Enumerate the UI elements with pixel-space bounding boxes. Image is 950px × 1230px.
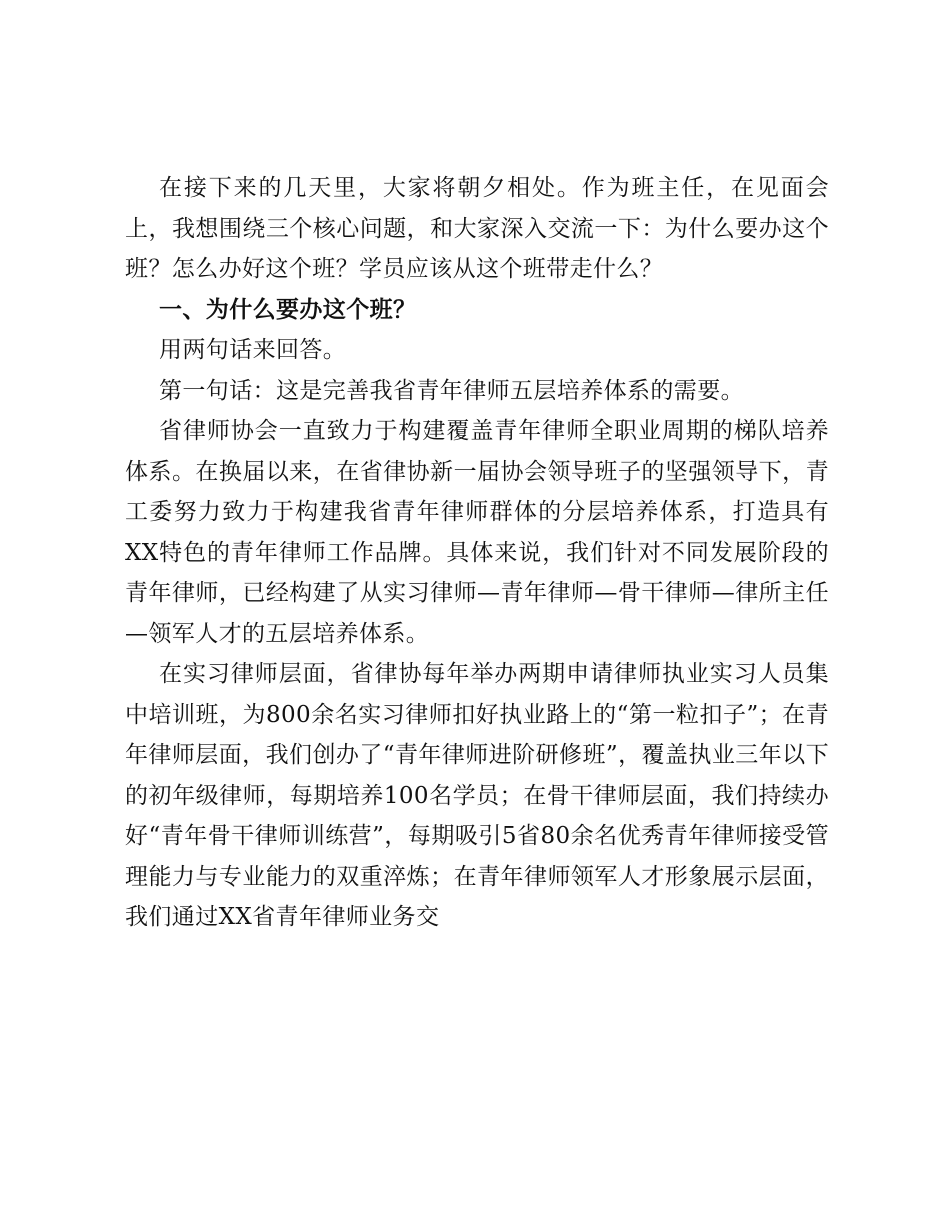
paragraph-intro: 在接下来的几天里，大家将朝夕相处。作为班主任，在见面会上，我想围绕三个核心问题，和大家深入交流一下：为什么要办这个班？怎么办好这个班？学员应该从这个班带走什么？ — [125, 175, 829, 282]
document-body — [125, 168, 829, 938]
section-heading-1: 一、为什么要办这个班？ — [159, 295, 417, 323]
paragraph-first-sentence: 第一句话：这是完善我省青年律师五层培养体系的需要。 — [159, 377, 744, 404]
paragraph-training-levels: 在实习律师层面，省律协每年举办两期申请律师执业实习人员集中培训班，为800余名实习律师扣好执业路上的“第一粒扣子”；在青年律师层面，我们创办了“青年律师进阶研修班”，覆盖执业三年以下的初年级律师，每期培养100名学员；在骨干律师层面，我们持续办好“青年骨干律师训练营”，每期吸引5省80余名优秀青年律师接受管理能力与专业能力的双重淬炼；在青年律师领军人才形象展示层面，我们通过XX省青年律师业务交 — [125, 661, 829, 930]
paragraph-answer-lead: 用两句话来回答。 — [159, 337, 347, 363]
paragraph-training-system: 省律师协会一直致力于构建覆盖青年律师全职业周期的梯队培养体系。在换届以来，在省律协新一届协会领导班子的坚强领导下，青工委努力致力于构建我省青年律师群体的分层培养体系，打造具有XX特色的青年律师工作品牌。具体来说，我们针对不同发展阶段的青年律师，已经构建了从实习律师—青年律师—骨干律师—律所主任—领军人才的五层培养体系。 — [125, 418, 829, 647]
